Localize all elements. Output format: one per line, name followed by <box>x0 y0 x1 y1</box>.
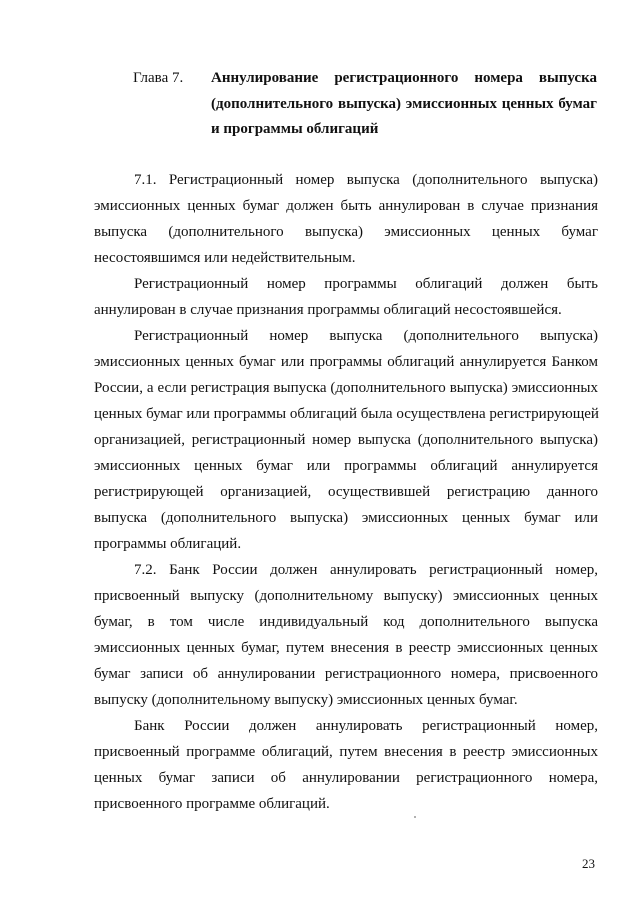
text-line: 7.2. Банк России должен аннулировать регистрационный номер, <box>134 562 598 578</box>
text-line: присвоенный выпуску (дополнительному выпуску) эмиссионных ценных <box>94 588 598 604</box>
chapter-title-line: Аннулирование регистрационного номера выпуска <box>211 70 597 86</box>
chapter-title <box>211 66 597 143</box>
text-line: ценных бумаг или программы облигаций была осуществлена регистрирующей <box>94 406 599 422</box>
chapter-title-line: (дополнительного выпуска) эмиссионных ценных бумаг <box>211 95 597 112</box>
text-line: Банк России должен аннулировать регистрационный номер, <box>134 718 598 734</box>
text-line: организацией, регистрационный номер выпуска (дополнительного выпуска) <box>94 432 598 448</box>
scan-speck <box>414 816 416 818</box>
paragraph-program-registration <box>94 713 598 817</box>
text-line: выпуска (дополнительного выпуска) эмиссионных ценных бумаг или <box>94 510 598 526</box>
page-number: 23 <box>582 856 595 871</box>
text-line: присвоенного программе облигаций. <box>94 796 330 812</box>
text-line: программы облигаций. <box>94 536 242 552</box>
text-line: выпуска (дополнительного выпуска) эмиссионных ценных бумаг <box>94 224 598 240</box>
document-body <box>94 167 598 817</box>
text-line: Регистрационный номер выпуска (дополнительного выпуска) <box>134 328 598 344</box>
paragraph-annul-authority <box>94 323 598 557</box>
text-line: Регистрационный номер программы облигаций должен быть <box>134 276 598 292</box>
chapter-title-line: и программы облигаций <box>211 121 379 137</box>
text-line: России, а если регистрация выпуска (дополнительного выпуска) эмиссионных <box>94 380 598 396</box>
text-line: ценных бумаг записи об аннулировании регистрационного номера, <box>94 770 598 786</box>
text-line: эмиссионных ценных бумаг, путем внесения в реестр эмиссионных ценных <box>94 640 598 656</box>
text-line: бумаг записи об аннулировании регистрационного номера, присвоенного <box>94 666 598 682</box>
text-line: выпуску (дополнительному выпуску) эмиссионных ценных бумаг. <box>94 692 518 708</box>
paragraph-7-1 <box>94 167 598 271</box>
paragraph-program-annul <box>94 271 598 323</box>
text-line: регистрирующей организацией, осуществившей регистрацию данного <box>94 484 598 500</box>
text-line: эмиссионных ценных бумаг должен быть аннулирован в случае признания <box>94 198 598 214</box>
text-line: бумаг, в том числе индивидуальный код дополнительного выпуска <box>94 614 598 630</box>
text-line: эмиссионных ценных бумаг или программы облигаций аннулируется Банком <box>94 354 598 370</box>
paragraph-7-2 <box>94 557 598 713</box>
text-line: несостоявшимся или недействительным. <box>94 250 356 266</box>
text-line: 7.1. Регистрационный номер выпуска (дополнительного выпуска) <box>134 172 598 188</box>
text-line: эмиссионных ценных бумаг или программы облигаций аннулируется <box>94 458 598 474</box>
text-line: присвоенный программе облигаций, путем внесения в реестр эмиссионных <box>94 744 598 760</box>
text-line: аннулирован в случае признания программы облигаций несостоявшейся. <box>94 302 562 318</box>
chapter-label: Глава 7. <box>133 70 184 86</box>
